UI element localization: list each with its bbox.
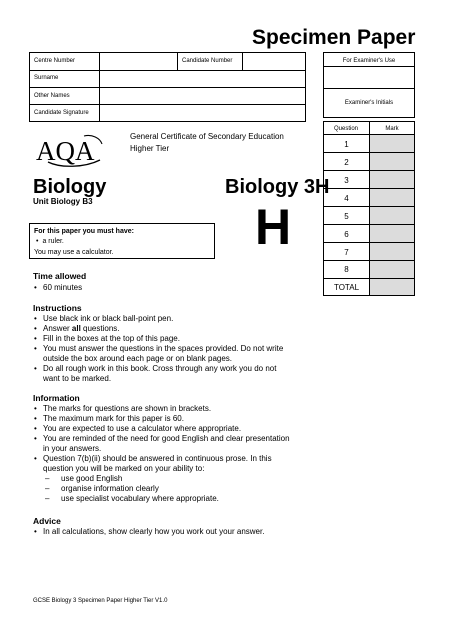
page-title: Specimen Paper [252, 26, 416, 49]
other-names-label: Other Names [34, 93, 70, 99]
time-list [33, 283, 82, 293]
information-item: • You are expected to use a calculator where appropriate. [33, 424, 295, 434]
grid-line [323, 242, 415, 243]
information-item: • You are reminded of the need for good English and clear presentation in your answers. [33, 434, 295, 454]
candidate-number-label: Candidate Number [182, 58, 233, 64]
surname-label: Surname [34, 75, 59, 81]
equipment-heading: For this paper you must have: [34, 228, 134, 235]
time-item: • 60 minutes [33, 283, 82, 293]
information-sub-item: – use specialist vocabulary where appropriate. [33, 494, 295, 504]
advice-heading: Advice [33, 516, 61, 526]
aqa-logo [34, 132, 104, 168]
grid-line [323, 188, 415, 189]
subject-name: Biology [33, 176, 107, 198]
information-item: • The maximum mark for this paper is 60. [33, 414, 295, 424]
instruction-item: • You must answer the questions in the spaces provided. Do not write outside the box around each page or on blank pages. [33, 344, 293, 364]
grid-line [323, 224, 415, 225]
centre-number-label: Centre Number [34, 58, 76, 64]
question-number: 4 [344, 194, 349, 203]
equipment-note: You may use a calculator. [34, 249, 114, 256]
centre-number-field[interactable] [99, 52, 178, 71]
information-sub-item: – use good English [33, 474, 295, 484]
advice-list [33, 527, 313, 537]
question-header: Question [333, 126, 358, 132]
instruction-item: • Fill in the boxes at the top of this page. [33, 334, 293, 344]
svg-text:AQA: AQA [36, 136, 95, 166]
question-number: 6 [344, 230, 349, 239]
information-list [33, 404, 295, 474]
instruction-item: • Answer all questions. [33, 324, 293, 334]
tier-letter: H [255, 199, 292, 255]
time-heading: Time allowed [33, 271, 87, 281]
qualification-line1: General Certificate of Secondary Education [130, 132, 284, 141]
grid-line [323, 170, 415, 171]
equipment-item: • a ruler. [36, 238, 64, 245]
instructions-heading: Instructions [33, 303, 82, 313]
for-examiner-label: For Examiner's Use [342, 58, 396, 64]
information-item: • The marks for questions are shown in brackets. [33, 404, 295, 414]
total-label: TOTAL [333, 283, 360, 292]
advice-item: • In all calculations, show clearly how you work out your answer. [33, 527, 313, 537]
information-sub-list [33, 474, 295, 504]
surname-field[interactable] [99, 70, 306, 88]
candidate-signature-label: Candidate Signature [34, 110, 89, 116]
question-number: 3 [344, 176, 349, 185]
question-number: 1 [344, 140, 349, 149]
instruction-item: • Do all rough work in this book. Cross through any work you do not want to be marked. [33, 364, 293, 384]
information-sub-item: – organise information clearly [33, 484, 295, 494]
information-item: • Question 7(b)(ii) should be answered in continuous prose. In this question you will be marked on your ability to: [33, 454, 295, 474]
grid-line [323, 206, 415, 207]
instructions-list [33, 314, 293, 384]
grid-line [323, 278, 415, 279]
unit-name: Unit Biology B3 [33, 197, 93, 206]
information-heading: Information [33, 393, 80, 403]
candidate-signature-field[interactable] [99, 104, 306, 122]
grid-line [323, 152, 415, 153]
examiner-use-space [323, 66, 415, 89]
question-number: 8 [344, 265, 349, 274]
mark-header: Mark [385, 126, 399, 132]
examiner-initials-label: Examiner's Initials [344, 100, 394, 106]
question-number: 2 [344, 158, 349, 167]
question-number: 7 [344, 248, 349, 257]
qualification-line2: Higher Tier [130, 144, 170, 153]
footer-text: GCSE Biology 3 Specimen Paper Higher Tier V1.0 [33, 598, 168, 604]
other-names-field[interactable] [99, 87, 306, 105]
grid-line [323, 260, 415, 261]
question-number: 5 [344, 212, 349, 221]
instruction-item: • Use black ink or black ball-point pen. [33, 314, 293, 324]
subject-code: Biology 3H [225, 176, 330, 198]
candidate-number-field[interactable] [242, 52, 306, 71]
mark-shading [370, 135, 414, 295]
